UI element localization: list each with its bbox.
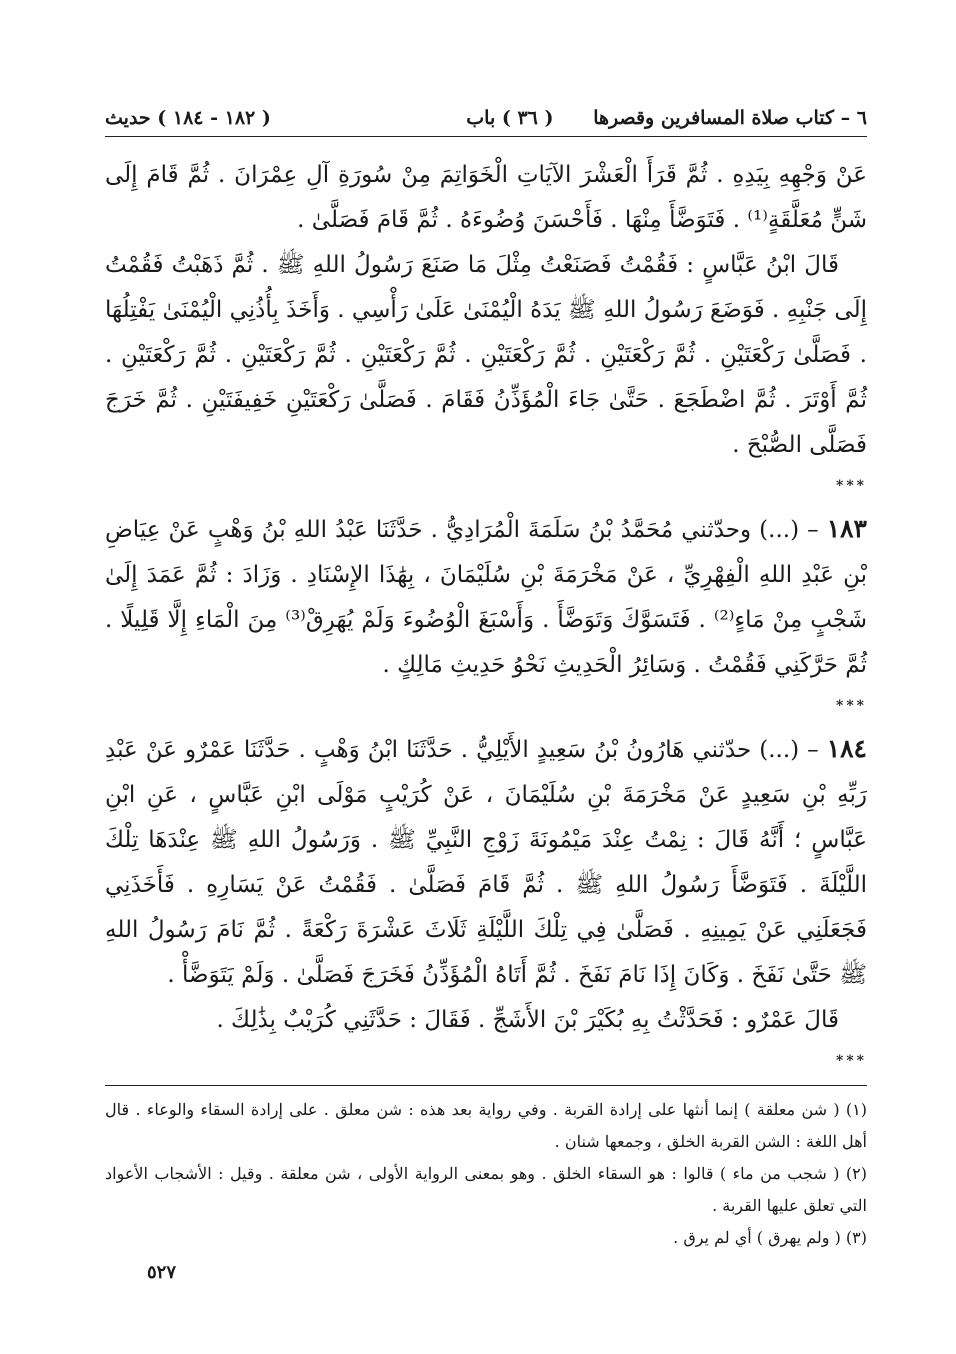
footnote-3: (٣) ( ولم يهرق ) أي لم يرق . [673, 1228, 867, 1247]
header-book-title: ٦ – كتاب صلاة المسافرين وقصرها ( ٣٦ ) باب [466, 107, 867, 129]
document-page [105, 100, 867, 1300]
footnote-1: (١) ( شن معلقة ) إنما أنثها على إرادة القربة . وفي رواية بعد هذه : شن معلق . على إرادة السقاء والوعاء . قال أهل اللغة : الشن القربة الخلق ، وجمعها شنان . [105, 1100, 867, 1151]
section-separator: *** [836, 478, 867, 494]
header-chapter: ( ٣٦ ) باب [466, 107, 554, 129]
hadith-183-text: – (...) وحدّثني مُحَمَّدُ بْنُ سَلَمَةَ الْمُرَادِيُّ . حَدَّثَنَا عَبْدُ اللهِ بْنُ وَهْبٍ عَنْ عِيَاضِ بْنِ عَبْدِ اللهِ الْفِهْرِيِّ ، عَنْ مَخْرَمَةَ بْنِ سُلَيْمَانَ ، بِهَٰذَا الإِسْنَادِ . وَزَادَ : ثُمَّ عَمَدَ إِلَىٰ شَجْبٍ مِنْ مَاءٍ⁽²⁾ . فَتَسَوَّكَ وَتَوَضَّأَ . وَأَسْبَغَ الْوُضُوءَ وَلَمْ يُهَرِقْ⁽³⁾ مِنَ الْمَاءِ إِلَّا قَلِيلًا . ثُمَّ حَرَّكَنِي فَقُمْتُ . وَسَائِرُ الْحَدِيثِ نَحْوُ حَدِيثِ مَالِكٍ . [105, 517, 867, 678]
footnotes [105, 1085, 867, 1254]
running-header [105, 100, 867, 137]
paragraph-ibn-abbas: قَالَ ابْنُ عَبَّاسٍ : فَقُمْتُ فَصَنَعْتُ مِثْلَ مَا صَنَعَ رَسُولُ اللهِ ﷺ . ثُمَّ ذَهَبْتُ فَقُمْتُ إِلَى جَنْبِهِ . فَوَضَعَ رَسُولُ اللهِ ﷺ يَدَهُ الْيُمْنَىٰ عَلَىٰ رَأْسِي . وَأَخَذَ بِأُذُنِي الْيُمْنَىٰ يَفْتِلُهَا . فَصَلَّىٰ رَكْعَتَيْنِ . ثُمَّ رَكْعَتَيْنِ . ثُمَّ رَكْعَتَيْنِ . ثُمَّ رَكْعَتَيْنِ . ثُمَّ رَكْعَتَيْنِ . ثُمَّ رَكْعَتَيْنِ . ثُمَّ أَوْتَرَ . ثُمَّ اضْطَجَعَ . حَتَّىٰ جَاءَ الْمُؤَذِّنُ فَقَامَ . فَصَلَّىٰ رَكْعَتَيْنِ خَفِيفَتَيْنِ . ثُمَّ خَرَجَ فَصَلَّى الصُّبْحَ . [105, 252, 867, 458]
page-number: ٥٢٧ [147, 1262, 177, 1283]
hadith-184 [105, 726, 867, 998]
hadith-number-184: ١٨٤ [826, 734, 867, 763]
header-hadith-range: ( ١٨٢ - ١٨٤ ) حديث [105, 107, 271, 129]
paragraph-continuation: عَنْ وَجْهِهِ بِيَدِهِ . ثُمَّ قَرَأَ الْعَشْرَ الآيَاتِ الْخَوَاتِمَ مِنْ سُورَةِ آلِ عِمْرَانَ . ثُمَّ قَامَ إِلَى شَنٍّ مُعَلَّقَةٍ⁽¹⁾ . فَتَوَضَّأَ مِنْهَا . فَأَحْسَنَ وُضُوءَهُ . ثُمَّ قَامَ فَصَلَّىٰ . [105, 162, 867, 233]
section-separator: *** [836, 1053, 867, 1069]
hadith-184-text: – (...) حدّثني هَارُونُ بْنُ سَعِيدٍ الأَيْلِيُّ . حَدَّثَنَا ابْنُ وَهْبٍ . حَدَّثَنَا عَمْرٌو عَنْ عَبْدِ رَبِّهِ بْنِ سَعِيدٍ عَنْ مَخْرَمَةَ بْنِ سُلَيْمَانَ ، عَنْ كُرَيْبٍ مَوْلَى ابْنِ عَبَّاسٍ ، عَنِ ابْنِ عَبَّاسٍ ؛ أَنَّهُ قَالَ : نِمْتُ عِنْدَ مَيْمُونَةَ زَوْجِ النَّبِيِّ ﷺ . وَرَسُولُ اللهِ ﷺ عِنْدَهَا تِلْكَ اللَّيْلَةَ . فَتَوَضَّأَ رَسُولُ اللهِ ﷺ . ثُمَّ قَامَ فَصَلَّىٰ . فَقُمْتُ عَنْ يَسَارِهِ . فَأَخَذَنِي فَجَعَلَنِي عَنْ يَمِينِهِ . فَصَلَّىٰ فِي تِلْكَ اللَّيْلَةِ ثَلَاثَ عَشْرَةَ رَكْعَةً . ثُمَّ نَامَ رَسُولُ اللهِ ﷺ حَتَّىٰ نَفَخَ . وَكَانَ إِذَا نَامَ نَفَخَ . ثُمَّ أَتَاهُ الْمُؤَذِّنُ فَخَرَجَ فَصَلَّىٰ . وَلَمْ يَتَوَضَّأْ . [105, 737, 867, 988]
hadith-number-183: ١٨٣ [826, 514, 867, 543]
section-separator: *** [836, 698, 867, 714]
hadith-184-ending: قَالَ عَمْرٌو : فَحَدَّثْتُ بِهِ بُكَيْرَ بْنَ الأَشَجِّ . فَقَالَ : حَدَّثَنِي كُرَيْبٌ بِذَٰلِكَ . [216, 1007, 839, 1033]
footnote-2: (٢) ( شجب من ماء ) قالوا : هو السقاء الخلق . وهو بمعنى الرواية الأولى ، شن معلقة . وقيل : الأشجاب الأعواد التي تعلق عليها القربة . [105, 1164, 867, 1215]
main-text [105, 153, 867, 1073]
hadith-183 [105, 506, 867, 688]
